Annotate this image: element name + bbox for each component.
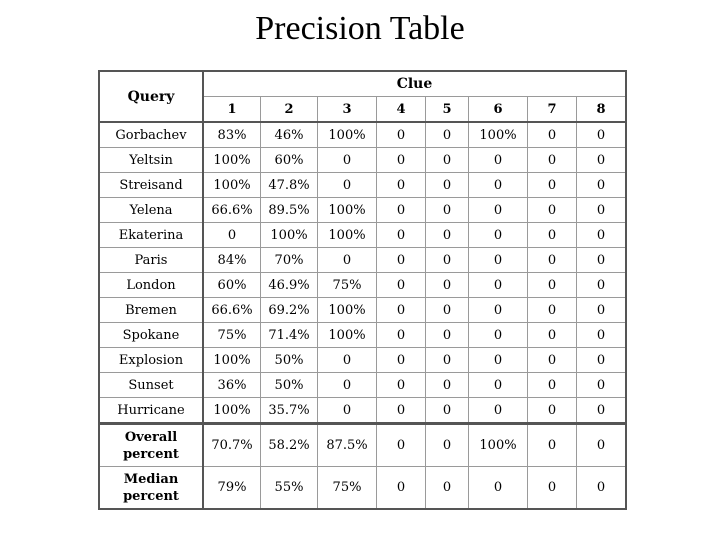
table-cell: 0	[577, 223, 627, 248]
column-header: 1	[203, 97, 261, 123]
summary-label-line1: Overall	[124, 429, 178, 445]
table-cell: 0	[426, 122, 469, 148]
column-header: 3	[318, 97, 377, 123]
table-cell: 75%	[318, 273, 377, 298]
table-cell: 0	[426, 173, 469, 198]
table-cell: 0	[377, 323, 426, 348]
table-row	[99, 323, 626, 348]
page-title: Precision Table	[255, 10, 465, 47]
table-cell: 0	[528, 148, 577, 173]
table-cell: 60%	[261, 148, 318, 173]
table-cell: 0	[318, 173, 377, 198]
table-cell: 89.5%	[261, 198, 318, 223]
summary-cell: 75%	[318, 467, 377, 510]
table-cell: 100%	[318, 198, 377, 223]
table-cell: 50%	[261, 348, 318, 373]
table-cell: 100%	[203, 348, 261, 373]
table-row	[99, 148, 626, 173]
table-cell: 83%	[203, 122, 261, 148]
table-cell: 0	[426, 298, 469, 323]
table-cell: 0	[469, 323, 528, 348]
table-cell: 0	[577, 198, 627, 223]
table-row	[99, 122, 626, 148]
column-header: 2	[261, 97, 318, 123]
table-cell: 0	[469, 148, 528, 173]
table-cell: 0	[377, 173, 426, 198]
table-cell: 0	[577, 298, 627, 323]
summary-label	[99, 424, 203, 467]
row-label: Paris	[99, 248, 203, 273]
table-row	[99, 398, 626, 424]
table-cell: 0	[577, 323, 627, 348]
table-cell: 100%	[318, 223, 377, 248]
table-cell: 0	[426, 323, 469, 348]
table-cell: 0	[528, 348, 577, 373]
table-cell: 0	[469, 348, 528, 373]
table-row	[99, 273, 626, 298]
table-cell: 0	[528, 223, 577, 248]
summary-cell: 0	[577, 424, 627, 467]
table-cell: 0	[528, 323, 577, 348]
table-cell: 100%	[203, 398, 261, 424]
summary-label-line1: Median	[123, 471, 179, 487]
table-cell: 0	[528, 273, 577, 298]
table-cell: 0	[426, 248, 469, 273]
summary-cell: 100%	[469, 424, 528, 467]
row-label: Ekaterina	[99, 223, 203, 248]
column-header: 7	[528, 97, 577, 123]
table-cell: 0	[469, 173, 528, 198]
table-cell: 0	[469, 373, 528, 398]
table-cell: 0	[377, 398, 426, 424]
table-cell: 0	[426, 148, 469, 173]
table-cell: 0	[469, 273, 528, 298]
table-row	[99, 173, 626, 198]
table-cell: 50%	[261, 373, 318, 398]
table-cell: 66.6%	[203, 198, 261, 223]
table-cell: 0	[426, 223, 469, 248]
table-cell: 100%	[318, 122, 377, 148]
summary-cell: 55%	[261, 467, 318, 510]
table-cell: 0	[318, 148, 377, 173]
column-header: 5	[426, 97, 469, 123]
table-cell: 70%	[261, 248, 318, 273]
precision-table	[98, 70, 627, 510]
table-row	[99, 198, 626, 223]
table-cell: 0	[426, 273, 469, 298]
summary-cell: 0	[528, 467, 577, 510]
table-cell: 0	[528, 373, 577, 398]
row-label: Gorbachev	[99, 122, 203, 148]
query-header: Query	[99, 71, 203, 122]
column-header: 6	[469, 97, 528, 123]
table-cell: 0	[377, 198, 426, 223]
row-label: Bremen	[99, 298, 203, 323]
table-row	[99, 248, 626, 273]
summary-cell: 87.5%	[318, 424, 377, 467]
summary-row	[99, 467, 626, 510]
row-label: Yelena	[99, 198, 203, 223]
table-cell: 47.8%	[261, 173, 318, 198]
table-cell: 0	[377, 298, 426, 323]
table-cell: 0	[577, 148, 627, 173]
table-row	[99, 223, 626, 248]
table-cell: 66.6%	[203, 298, 261, 323]
table-cell: 0	[577, 248, 627, 273]
table-cell: 0	[377, 223, 426, 248]
row-label: Yeltsin	[99, 148, 203, 173]
table-cell: 100%	[203, 148, 261, 173]
table-cell: 71.4%	[261, 323, 318, 348]
table-cell: 46%	[261, 122, 318, 148]
table-cell: 0	[318, 348, 377, 373]
summary-cell: 70.7%	[203, 424, 261, 467]
summary-cell: 0	[577, 467, 627, 510]
table-cell: 69.2%	[261, 298, 318, 323]
table-cell: 0	[426, 198, 469, 223]
table-cell: 0	[426, 348, 469, 373]
table-row	[99, 348, 626, 373]
table-cell: 100%	[318, 298, 377, 323]
summary-label	[99, 467, 203, 510]
table-cell: 36%	[203, 373, 261, 398]
table-cell: 75%	[203, 323, 261, 348]
table-cell: 0	[577, 122, 627, 148]
table-cell: 0	[577, 273, 627, 298]
table-cell: 0	[528, 248, 577, 273]
row-label: Sunset	[99, 373, 203, 398]
table-cell: 46.9%	[261, 273, 318, 298]
table-cell: 0	[469, 223, 528, 248]
table-cell: 100%	[261, 223, 318, 248]
summary-cell: 0	[528, 424, 577, 467]
summary-cell: 58.2%	[261, 424, 318, 467]
table-cell: 0	[203, 223, 261, 248]
table-cell: 84%	[203, 248, 261, 273]
table-cell: 0	[577, 373, 627, 398]
column-header: 8	[577, 97, 627, 123]
table-cell: 0	[469, 248, 528, 273]
row-label: Spokane	[99, 323, 203, 348]
table-row	[99, 298, 626, 323]
table-cell: 0	[377, 348, 426, 373]
summary-label-line2: percent	[123, 488, 179, 504]
table-row	[99, 373, 626, 398]
summary-cell: 0	[377, 424, 426, 467]
table-cell: 0	[528, 122, 577, 148]
table-cell: 0	[528, 398, 577, 424]
column-header: 4	[377, 97, 426, 123]
table-cell: 0	[469, 298, 528, 323]
table-cell: 0	[318, 398, 377, 424]
row-label: Explosion	[99, 348, 203, 373]
table-cell: 100%	[318, 323, 377, 348]
table-cell: 0	[377, 373, 426, 398]
table-cell: 0	[577, 348, 627, 373]
table-cell: 0	[318, 248, 377, 273]
table-cell: 0	[469, 198, 528, 223]
summary-label-line2: percent	[123, 446, 179, 462]
table-cell: 0	[469, 398, 528, 424]
summary-cell: 79%	[203, 467, 261, 510]
row-label: Hurricane	[99, 398, 203, 424]
summary-row	[99, 424, 626, 467]
clue-header: Clue	[203, 71, 626, 97]
table-cell: 0	[528, 173, 577, 198]
table-cell: 60%	[203, 273, 261, 298]
table-cell: 0	[377, 248, 426, 273]
table-cell: 0	[528, 298, 577, 323]
summary-cell: 0	[377, 467, 426, 510]
summary-cell: 0	[469, 467, 528, 510]
table-cell: 100%	[469, 122, 528, 148]
row-label: London	[99, 273, 203, 298]
table-cell: 0	[577, 173, 627, 198]
table-cell: 100%	[203, 173, 261, 198]
table-cell: 0	[577, 398, 627, 424]
table-cell: 0	[318, 373, 377, 398]
summary-cell: 0	[426, 424, 469, 467]
table-cell: 0	[377, 273, 426, 298]
table-cell: 0	[426, 373, 469, 398]
table-cell: 0	[377, 148, 426, 173]
table-cell: 0	[377, 122, 426, 148]
table-cell: 0	[426, 398, 469, 424]
precision-table-container	[98, 70, 627, 510]
row-label: Streisand	[99, 173, 203, 198]
table-cell: 0	[528, 198, 577, 223]
table-cell: 35.7%	[261, 398, 318, 424]
table-body	[99, 122, 626, 509]
summary-cell: 0	[426, 467, 469, 510]
